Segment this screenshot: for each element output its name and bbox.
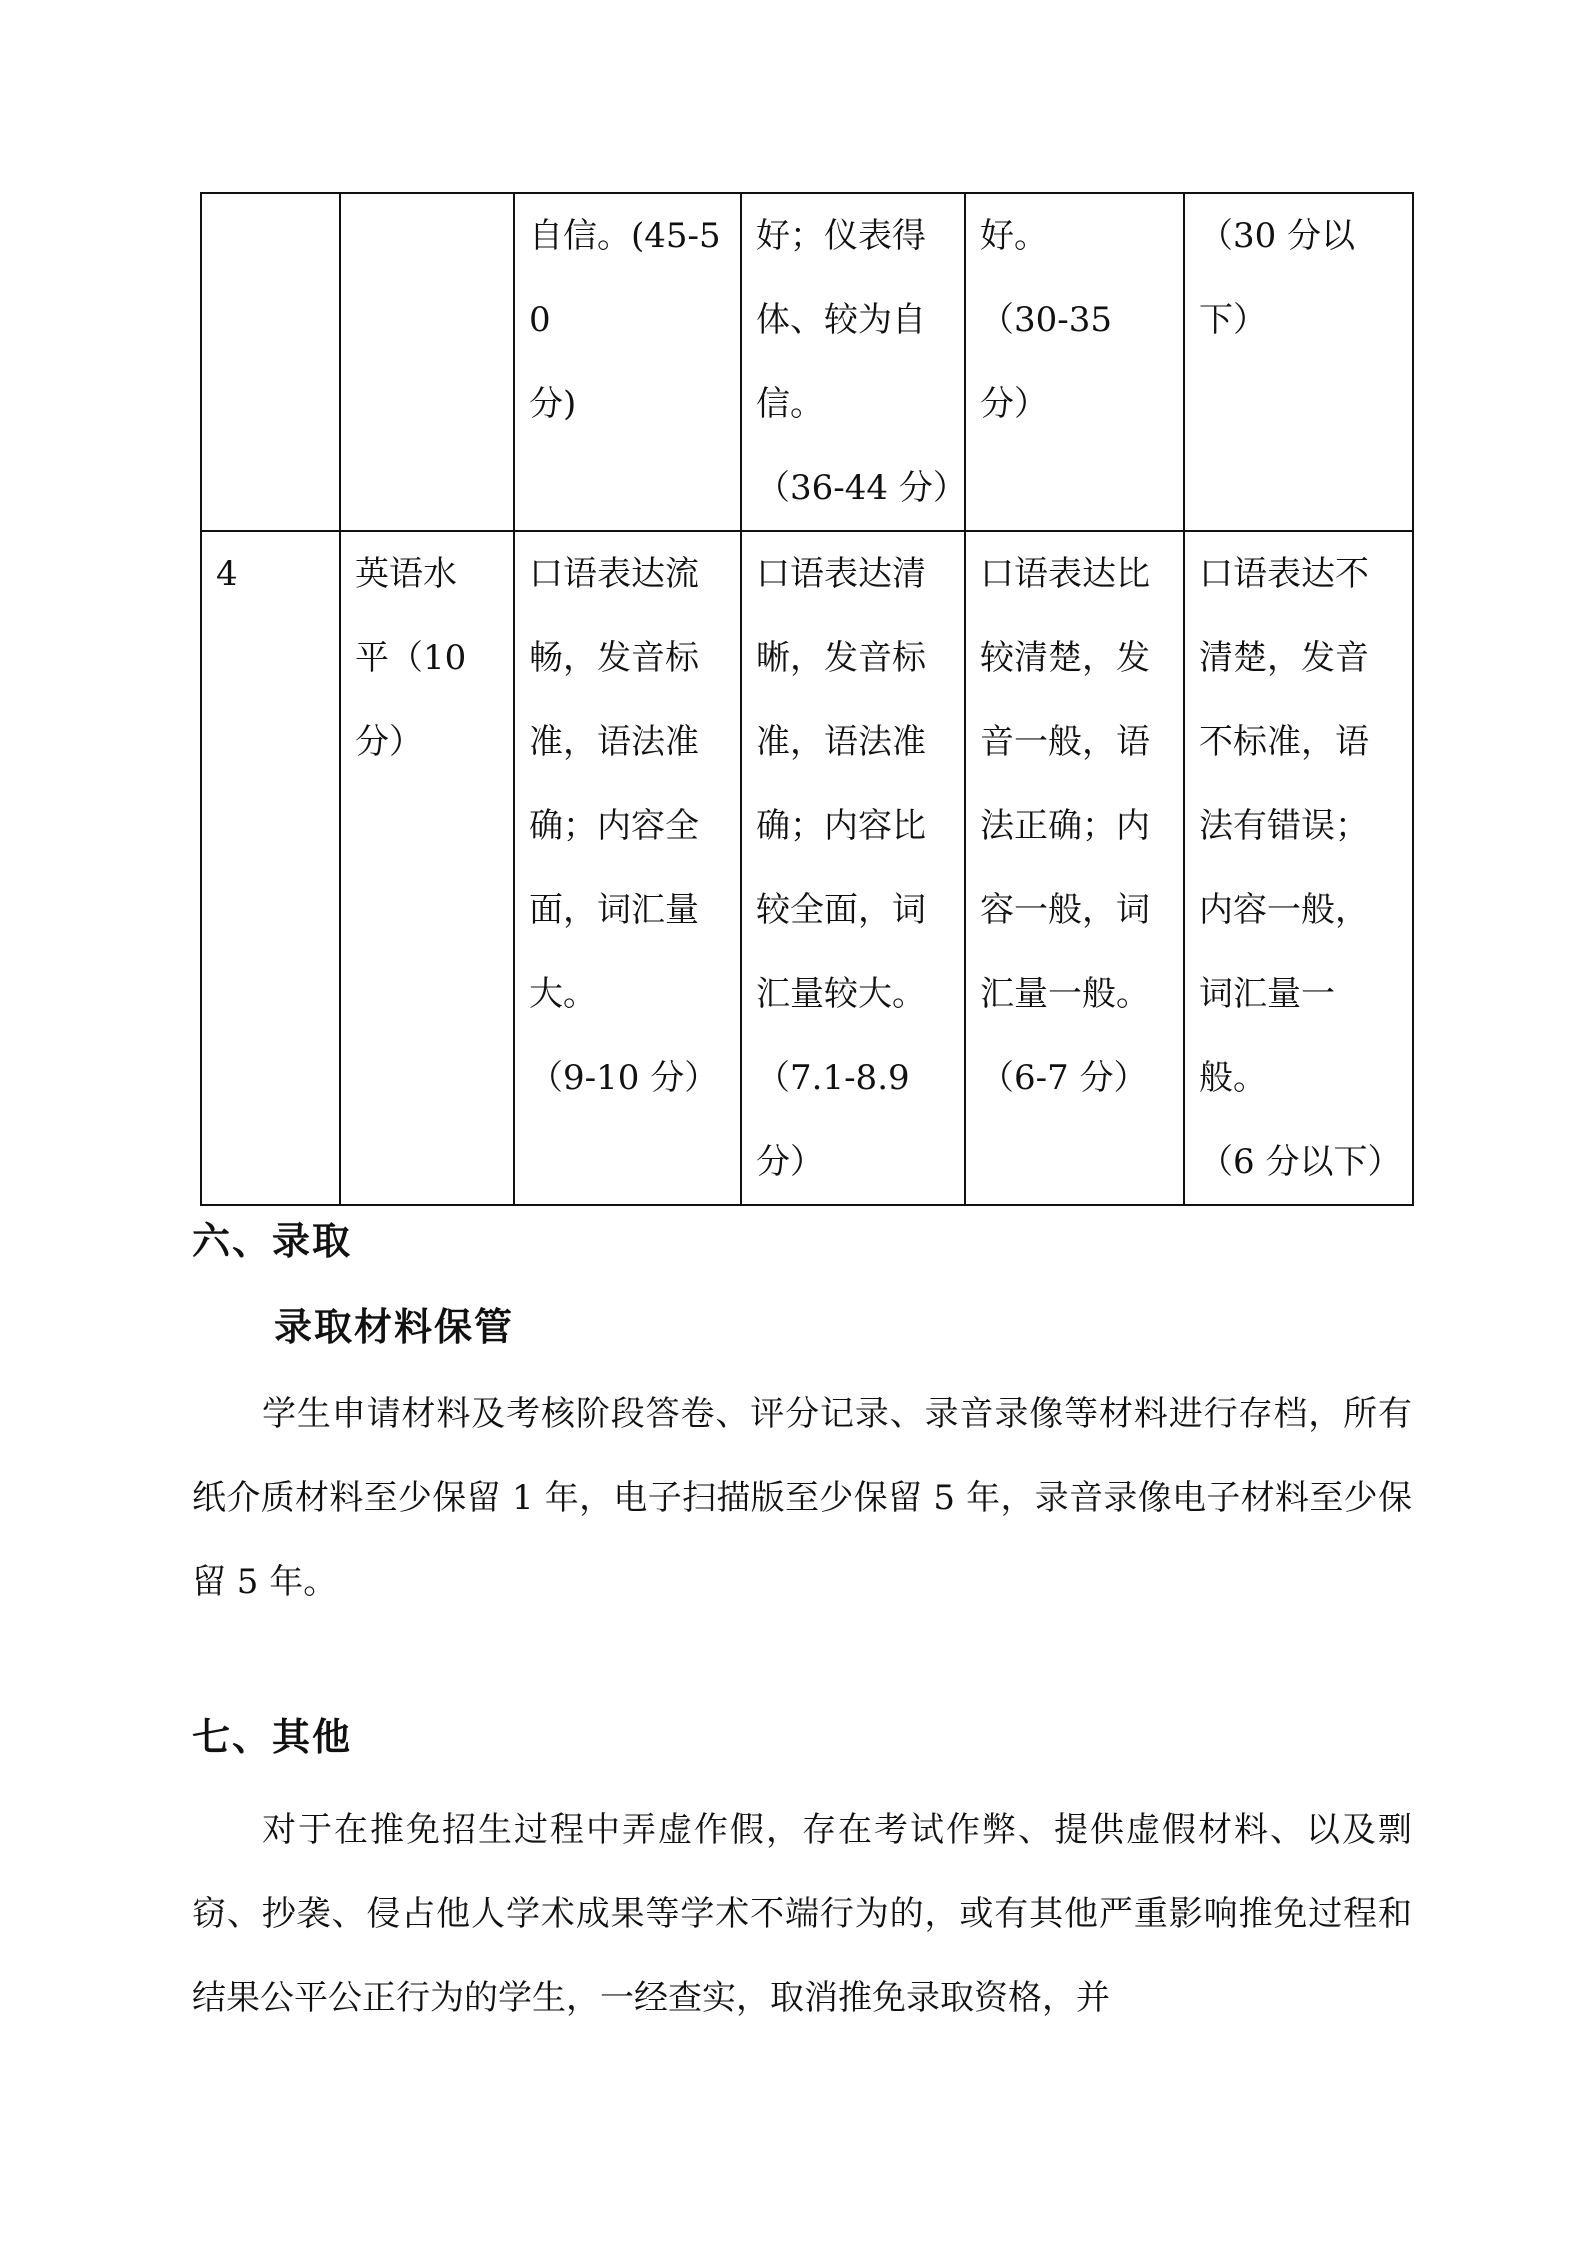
table-row [201,193,1413,531]
section-7-paragraph: 对于在推免招生过程中弄虚作假，存在考试作弊、提供虚假材料、以及剽窃、抄袭、侵占他人学术成果等学术不端行为的，或有其他严重影响推免过程和结果公平公正行为的学生，一经查实，取消推免录取资格，并 [192,1810,1412,2018]
scoring-table [200,192,1414,1206]
table-cell-excellent: 口语表达流 畅，发音标 准，语法准 确；内容全 面，词汇量 大。 （9-10 分） [514,531,741,1205]
table-cell-fair: 口语表达比 较清楚，发 音一般，语 法正确；内 容一般，词 汇量一般。 （6-7 分） [965,531,1184,1205]
table-cell-index: 4 [201,531,340,1205]
table-cell-item: 英语水 平（10 分） [340,531,514,1205]
table-cell-poor: （30 分以 下） [1184,193,1413,531]
section-6-paragraph: 学生申请材料及考核阶段答卷、评分记录、录音录像等材料进行存档，所有纸介质材料至少保留 1 年，电子扫描版至少保留 5 年，录音录像电子材料至少保留 5 年。 [192,1394,1412,1602]
table-cell-poor: 口语表达不 清楚，发音 不标准，语 法有错误； 内容一般， 词汇量一 般。 （6 分以下） [1184,531,1413,1205]
table-cell-index [201,193,340,531]
table-cell-good: 好；仪表得 体、较为自 信。 （36-44 分） [741,193,965,531]
table-cell-fair: 好。 （30-35 分） [965,193,1184,531]
section-7-heading: 七、其他 [192,1715,353,1759]
table-cell-excellent: 自信。(45-50 分) [514,193,741,531]
section-6-subheading: 录取材料保管 [274,1305,515,1349]
table-cell-good: 口语表达清 晰，发音标 准，语法准 确；内容比 较全面，词 汇量较大。 （7.1-8.9 分） [741,531,965,1205]
table-row [201,531,1413,1205]
section-6-heading: 六、录取 [192,1219,353,1263]
table-cell-item [340,193,514,531]
